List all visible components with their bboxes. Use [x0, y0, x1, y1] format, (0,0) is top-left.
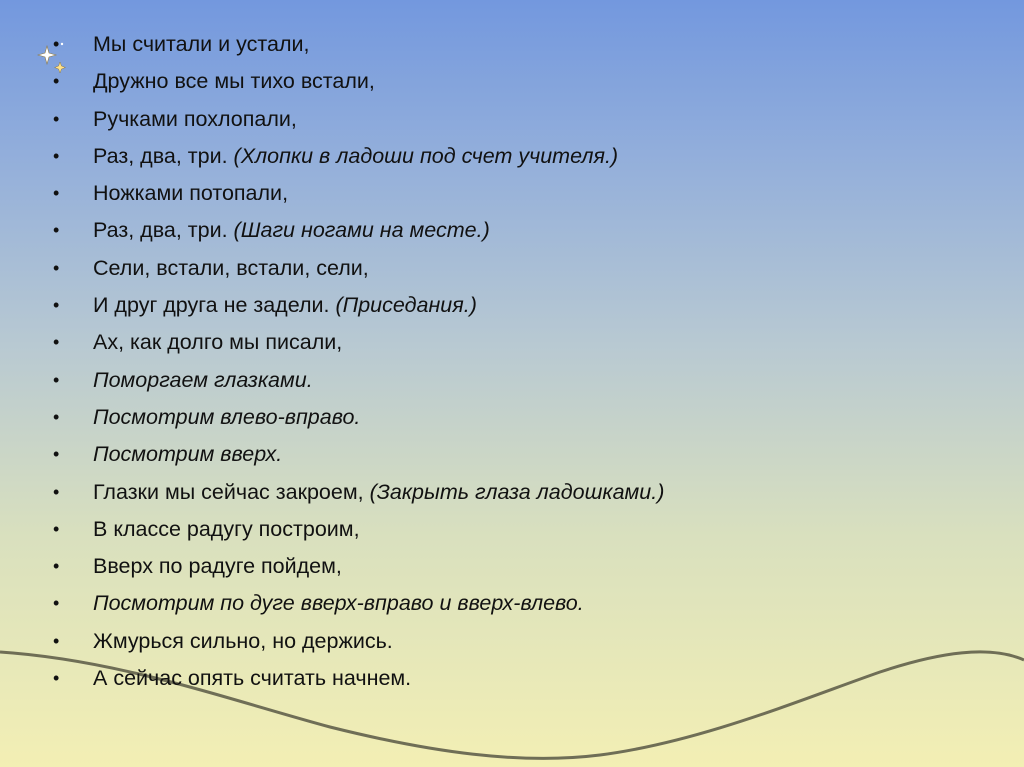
- verse-line-text: [93, 287, 477, 324]
- verse-text: Ручками похлопали,: [93, 106, 297, 131]
- verse-line-text: [93, 175, 288, 212]
- verse-line: [50, 26, 990, 63]
- verse-instruction: (Шаги ногами на месте.): [233, 218, 490, 243]
- verse-text: Жмурься сильно, но держись.: [93, 628, 393, 653]
- bullet-marker: •: [53, 108, 60, 129]
- bullet-marker: •: [53, 257, 60, 278]
- verse-line-text: [93, 474, 664, 511]
- bullet-marker: •: [53, 406, 60, 427]
- verse-instruction: Посмотрим вверх.: [93, 442, 283, 467]
- bullet-marker: •: [53, 369, 60, 390]
- verse-instruction: Посмотрим влево-вправо.: [93, 404, 361, 429]
- verse-line-text: [93, 138, 618, 175]
- bullet-marker: •: [53, 183, 60, 204]
- verse-line-text: [93, 399, 360, 436]
- verse-line: [50, 623, 990, 660]
- verse-text: Вверх по радуге пойдем,: [93, 554, 342, 579]
- verse-text: А сейчас опять считать начнем.: [93, 666, 412, 691]
- verse-instruction: Посмотрим по дуге вверх-вправо и вверх-влево.: [93, 591, 584, 616]
- verse-line: [50, 212, 990, 249]
- verse-text: Раз, два, три.: [93, 143, 234, 168]
- verse-line: [50, 511, 990, 548]
- verse-text: Мы считали и устали,: [93, 32, 310, 56]
- verse-line: [50, 399, 990, 436]
- verse-line: [50, 138, 990, 175]
- verse-line: [50, 63, 990, 100]
- bullet-marker: •: [53, 332, 60, 353]
- bullet-marker: •: [53, 145, 60, 166]
- verse-line-text: [93, 548, 342, 585]
- bullet-marker: •: [53, 295, 60, 316]
- verse-line-text: [93, 585, 584, 622]
- verse-text: Дружно все мы тихо встали,: [93, 69, 375, 94]
- verse-line: [50, 101, 990, 138]
- verse-line: [50, 548, 990, 585]
- verse-line-text: [93, 623, 393, 660]
- bullet-marker: •: [53, 34, 60, 54]
- verse-line-text: [93, 250, 369, 287]
- verse-line-text: [93, 26, 309, 63]
- verse-line-text: [93, 660, 411, 697]
- verse-line: [50, 250, 990, 287]
- verse-text: Глазки мы сейчас закроем,: [93, 479, 370, 504]
- bullet-marker: •: [53, 518, 60, 539]
- verse-line: [50, 362, 990, 399]
- verse-line: [50, 474, 990, 511]
- verse-line-text: [93, 362, 313, 399]
- verse-line: [50, 585, 990, 622]
- verse-text: Раз, два, три.: [93, 218, 234, 243]
- verse-text: Сели, встали, встали, сели,: [93, 255, 369, 280]
- verse-line-text: [93, 511, 360, 548]
- verse-line-text: [93, 101, 297, 138]
- verse-text: Ах, как долго мы писали,: [93, 330, 343, 355]
- verse-line-text: [93, 212, 490, 249]
- verse-line: [50, 175, 990, 212]
- verse-text: В классе радугу построим,: [93, 516, 360, 541]
- bullet-marker: •: [53, 481, 60, 502]
- bullet-marker: •: [53, 668, 60, 689]
- verse-line-text: [93, 436, 282, 473]
- verse-line-text: [93, 324, 342, 361]
- verse-line-text: [93, 63, 375, 100]
- verse-text: И друг друга не задели.: [93, 293, 336, 318]
- verse-instruction: (Хлопки в ладоши под счет учителя.): [233, 143, 619, 168]
- verse-instruction: (Закрыть глаза ладошками.): [369, 479, 665, 504]
- verse-text: Ножками потопали,: [93, 181, 289, 206]
- bullet-marker: •: [53, 593, 60, 614]
- bullet-marker: •: [53, 71, 60, 92]
- bullet-marker: •: [53, 630, 60, 651]
- verse-instruction: Поморгаем глазками.: [93, 367, 313, 392]
- verse-line: [50, 324, 990, 361]
- verse-instruction: (Приседания.): [335, 293, 477, 318]
- bullet-marker: •: [53, 444, 60, 465]
- bullet-marker: •: [53, 220, 60, 241]
- verse-list: [50, 26, 990, 697]
- verse-line: [50, 287, 990, 324]
- verse-line: [50, 436, 990, 473]
- bullet-marker: •: [53, 556, 60, 577]
- verse-line: [50, 660, 990, 697]
